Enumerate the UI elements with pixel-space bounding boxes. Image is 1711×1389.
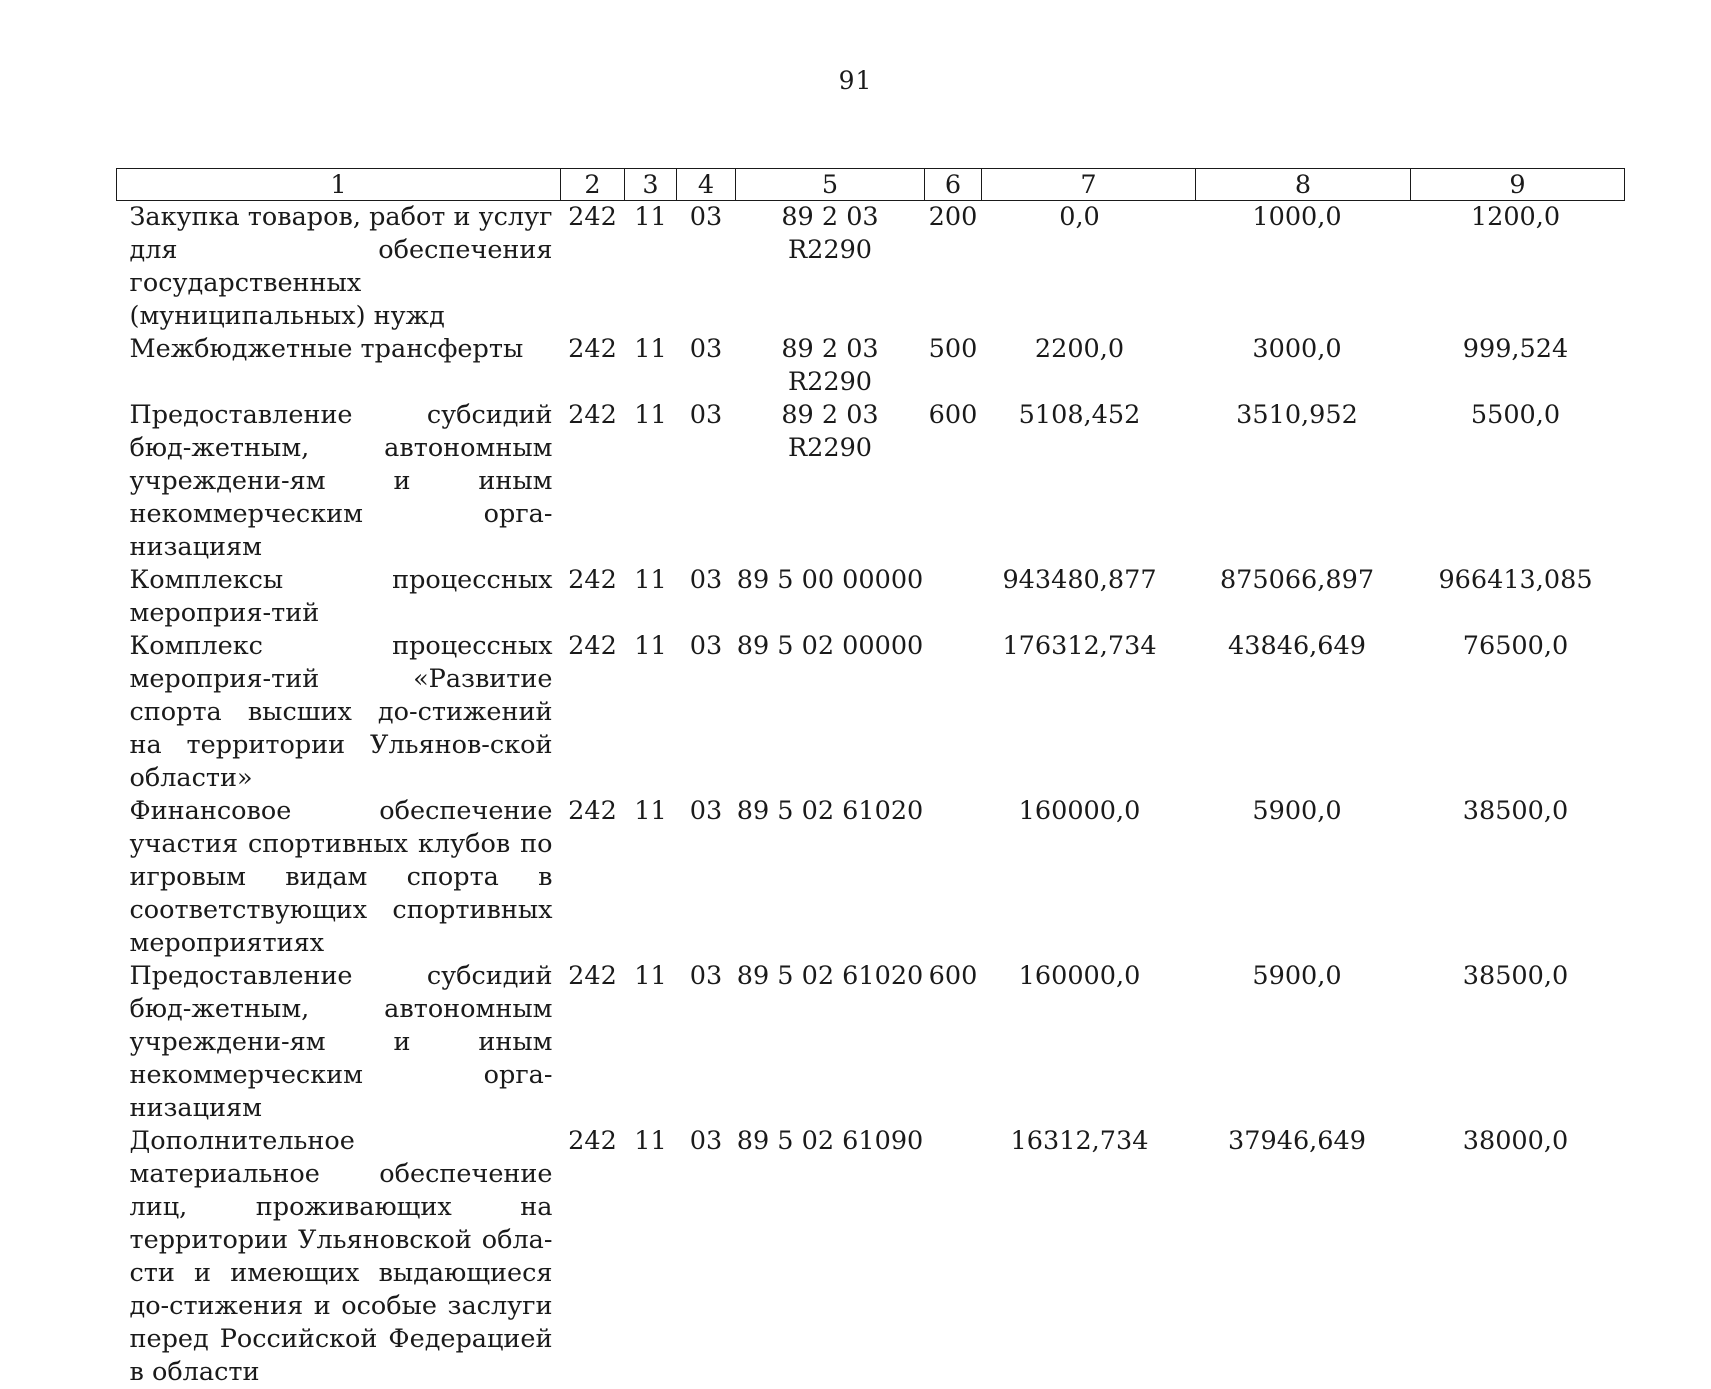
amount-cell: 943480,877 — [982, 564, 1196, 630]
table-row — [117, 564, 1625, 630]
row-name-cell: Предоставление субсидий бюд-жетным, автономным учреждени-ям и иным некоммерческим орга-низациям — [117, 960, 561, 1125]
target-article-cell: 89 2 03 R2290 — [736, 399, 925, 564]
section-cell: 11 — [625, 564, 677, 630]
column-header: 7 — [982, 169, 1196, 201]
subsection-cell: 03 — [677, 564, 736, 630]
code-cell: 242 — [561, 795, 625, 960]
amount-cell: 5900,0 — [1196, 795, 1411, 960]
code-cell: 242 — [561, 201, 625, 334]
subsection-cell: 03 — [677, 201, 736, 334]
section-cell: 11 — [625, 333, 677, 399]
amount-cell: 1200,0 — [1411, 201, 1625, 334]
amount-cell: 0,0 — [982, 201, 1196, 334]
row-name-cell: Финансовое обеспечение участия спортивных клубов по игровым видам спорта в соответствующих спортивных мероприятиях — [117, 795, 561, 960]
expense-type-cell: 600 — [925, 960, 982, 1125]
section-cell: 11 — [625, 399, 677, 564]
column-header: 5 — [736, 169, 925, 201]
table-body — [117, 201, 1625, 1389]
amount-cell: 38500,0 — [1411, 960, 1625, 1125]
row-name-cell: Предоставление субсидий бюд-жетным, автономным учреждени-ям и иным некоммерческим орга-низациям — [117, 399, 561, 564]
amount-cell: 176312,734 — [982, 630, 1196, 795]
code-cell: 242 — [561, 1125, 625, 1389]
target-article-cell: 89 5 02 61020 — [736, 795, 925, 960]
target-article-cell: 89 5 00 00000 — [736, 564, 925, 630]
amount-cell: 999,524 — [1411, 333, 1625, 399]
table-row — [117, 399, 1625, 564]
table-row — [117, 333, 1625, 399]
subsection-cell: 03 — [677, 795, 736, 960]
column-header: 6 — [925, 169, 982, 201]
expense-type-cell: 500 — [925, 333, 982, 399]
subsection-cell: 03 — [677, 399, 736, 564]
section-cell: 11 — [625, 795, 677, 960]
amount-cell: 160000,0 — [982, 960, 1196, 1125]
target-article-cell: 89 2 03 R2290 — [736, 333, 925, 399]
table-row — [117, 795, 1625, 960]
code-cell: 242 — [561, 630, 625, 795]
table-row — [117, 201, 1625, 334]
section-cell: 11 — [625, 630, 677, 795]
row-name-cell: Комплекс процессных мероприя-тий «Развитие спорта высших до-стижений на территории Ульянов-ской области» — [117, 630, 561, 795]
code-cell: 242 — [561, 564, 625, 630]
column-header: 8 — [1196, 169, 1411, 201]
column-header: 2 — [561, 169, 625, 201]
amount-cell: 3510,952 — [1196, 399, 1411, 564]
target-article-cell: 89 5 02 61020 — [736, 960, 925, 1125]
amount-cell: 5108,452 — [982, 399, 1196, 564]
subsection-cell: 03 — [677, 630, 736, 795]
expense-type-cell — [925, 630, 982, 795]
row-name-cell: Дополнительное материальное обеспечение лиц, проживающих на территории Ульяновской обла-сти и имеющих выдающиеся до-стижения и особые заслуги перед Российской Федерацией в области — [117, 1125, 561, 1389]
expense-type-cell — [925, 795, 982, 960]
expense-type-cell: 600 — [925, 399, 982, 564]
amount-cell: 875066,897 — [1196, 564, 1411, 630]
code-cell: 242 — [561, 399, 625, 564]
budget-table — [116, 168, 1625, 1389]
row-name-cell: Межбюджетные трансферты — [117, 333, 561, 399]
target-article-cell: 89 5 02 00000 — [736, 630, 925, 795]
amount-cell: 160000,0 — [982, 795, 1196, 960]
table-row — [117, 1125, 1625, 1389]
code-cell: 242 — [561, 960, 625, 1125]
subsection-cell: 03 — [677, 333, 736, 399]
subsection-cell: 03 — [677, 960, 736, 1125]
amount-cell: 2200,0 — [982, 333, 1196, 399]
amount-cell: 3000,0 — [1196, 333, 1411, 399]
expense-type-cell: 200 — [925, 201, 982, 334]
section-cell: 11 — [625, 960, 677, 1125]
column-header: 3 — [625, 169, 677, 201]
table-header-row — [117, 169, 1625, 201]
target-article-cell: 89 5 02 61090 — [736, 1125, 925, 1389]
row-name-cell: Комплексы процессных мероприя-тий — [117, 564, 561, 630]
amount-cell: 966413,085 — [1411, 564, 1625, 630]
amount-cell: 5900,0 — [1196, 960, 1411, 1125]
amount-cell: 1000,0 — [1196, 201, 1411, 334]
subsection-cell: 03 — [677, 1125, 736, 1389]
amount-cell: 38500,0 — [1411, 795, 1625, 960]
target-article-cell: 89 2 03 R2290 — [736, 201, 925, 334]
amount-cell: 16312,734 — [982, 1125, 1196, 1389]
amount-cell: 76500,0 — [1411, 630, 1625, 795]
page-number: 91 — [0, 66, 1711, 95]
row-name-cell: Закупка товаров, работ и услуг для обеспечения государственных (муниципальных) нужд — [117, 201, 561, 334]
amount-cell: 5500,0 — [1411, 399, 1625, 564]
amount-cell: 43846,649 — [1196, 630, 1411, 795]
expense-type-cell — [925, 1125, 982, 1389]
amount-cell: 38000,0 — [1411, 1125, 1625, 1389]
column-header: 9 — [1411, 169, 1625, 201]
amount-cell: 37946,649 — [1196, 1125, 1411, 1389]
expense-type-cell — [925, 564, 982, 630]
table-row — [117, 630, 1625, 795]
section-cell: 11 — [625, 1125, 677, 1389]
code-cell: 242 — [561, 333, 625, 399]
column-header: 4 — [677, 169, 736, 201]
section-cell: 11 — [625, 201, 677, 334]
table-row — [117, 960, 1625, 1125]
column-header: 1 — [117, 169, 561, 201]
